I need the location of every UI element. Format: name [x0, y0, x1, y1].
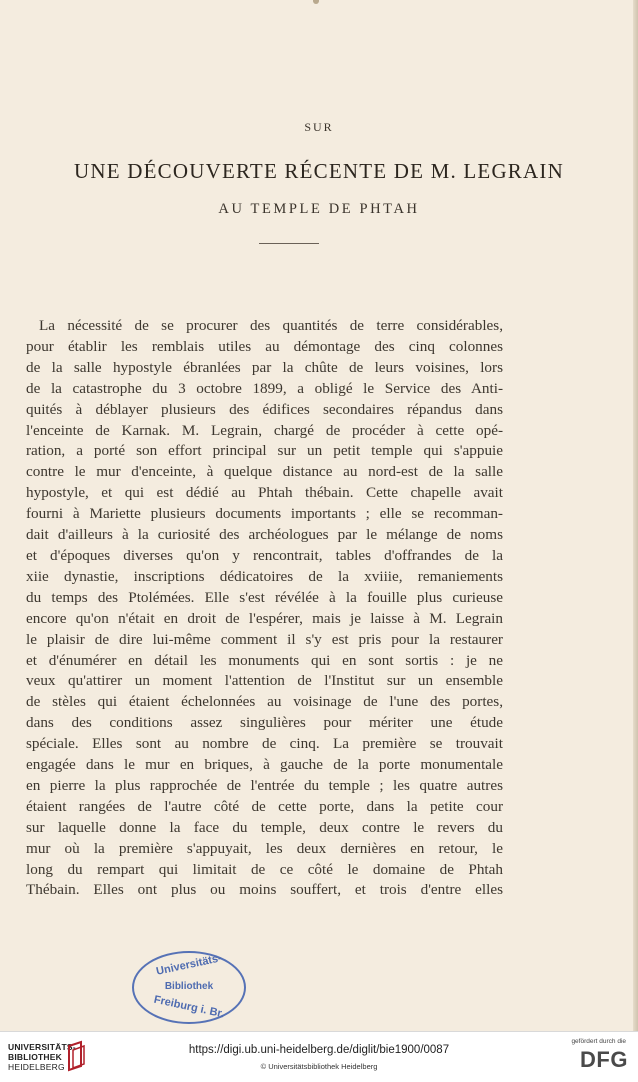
- text-line: pour établir les remblais utiles au démontage des cinq colonnes: [26, 337, 503, 355]
- text-line: sur laquelle donne la face du temple, deux contre le revers du: [26, 818, 503, 836]
- stamp-line-middle: Bibliothek: [164, 981, 214, 992]
- article-title: UNE DÉCOUVERTE RÉCENTE DE M. LEGRAIN: [74, 159, 564, 183]
- text-line: le plaisir de dire lui-même comment il s'y est pris pour la restaurer: [26, 630, 503, 648]
- text-line: étaient rangées de l'autre côté de cette porte, dans la petite cour: [26, 797, 503, 815]
- body-paragraph: [26, 316, 503, 901]
- text-line: de stèles qui étaient échelonnées au voisinage de l'une des portes,: [26, 693, 503, 711]
- text-line: encore qu'on n'était en droit de l'espérer, mais je laisse à M. Legrain: [26, 609, 503, 627]
- text-line: mur où la première s'appuyait, les deux dernières en retour, le: [26, 839, 503, 857]
- text-line: Thébain. Elles ont plus ou moins souffert, et trois d'entre elles: [26, 881, 503, 899]
- text-line: et d'énumérer en détail les monuments qui en sont sortis : je ne: [26, 651, 503, 669]
- permalink-url[interactable]: https://digi.ub.uni-heidelberg.de/diglit/bie1900/0087: [188, 1044, 450, 1056]
- text-line: du temps des Ptolémées. Elle s'est révélée à la fouille plus curieuse: [26, 588, 503, 606]
- text-line: de la catastrophe du 3 octobre 1899, a obligé le Service des Anti-: [26, 379, 503, 397]
- text-line: de la salle hypostyle ébranlées par la chûte de leurs voisines, lors: [26, 358, 503, 376]
- text-line: l'enceinte de Karnak. M. Legrain, chargé de procéder à cette opé-: [26, 421, 503, 439]
- library-name-line1: UNIVERSITÄTS-: [8, 1042, 76, 1052]
- text-line: hypostyle, et qui est dédié au Phtah thébain. Cette chapelle avait: [26, 484, 503, 502]
- library-stamp: [132, 951, 246, 1024]
- page-edge-shadow: [633, 0, 638, 1031]
- text-line: contre le mur d'enceinte, à quelque distance au nord-est de la salle: [26, 463, 503, 481]
- viewer-footer: [0, 1031, 638, 1082]
- text-line: engagée dans le mur en briques, à gauche de la porte monumentale: [26, 756, 503, 774]
- text-line: long du rempart qui limitait de ce côté le domaine de Phtah: [26, 860, 503, 878]
- text-line: veux qu'attirer un moment l'attention de l'Institut sur un ensemble: [26, 672, 503, 690]
- funding-note: gefördert durch die: [571, 1038, 626, 1045]
- title-rule: [259, 243, 319, 244]
- stamp-line-top: Universitäts-: [155, 952, 223, 978]
- text-line: dans des conditions assez singulières pour mériter une étude: [26, 714, 503, 732]
- text-line: quités à déblayer plusieurs des édifices secondaires répandus dans: [26, 400, 503, 418]
- text-line: fourni à Mariette plusieurs documents importants ; elle se recomman-: [26, 505, 503, 523]
- text-line: et d'époques diverses qu'on y rencontrait, tables d'offrandes de la: [26, 546, 503, 564]
- heading-sur: SUR: [304, 120, 334, 134]
- text-line: dait d'ailleurs à la curiosité des archéologues par le mélange de noms: [26, 526, 503, 544]
- dfg-logo[interactable]: DFG: [580, 1047, 628, 1072]
- text-line: xiie dynastie, inscriptions dédicatoires de la xviiie, remaniements: [26, 567, 503, 585]
- text-line: en pierre la plus rapprochée de l'entrée du temple ; les quatre autres: [26, 776, 503, 794]
- copyright-notice: © Universitätsbibliothek Heidelberg: [260, 1062, 378, 1071]
- stamp-line-bottom: Freiburg i. Br.: [152, 993, 226, 1021]
- article-subtitle: AU TEMPLE DE PHTAH: [218, 201, 420, 217]
- text-line: spéciale. Elles sont au nombre de cinq. La première se trouvait: [26, 735, 503, 753]
- text-line: ration, a porté son effort principal sur un petit temple qui s'appuie: [26, 442, 503, 460]
- library-name-line2: BIBLIOTHEK: [8, 1052, 62, 1062]
- library-city: HEIDELBERG: [8, 1062, 65, 1072]
- top-page-mark: [313, 0, 319, 4]
- text-line: La nécessité de se procurer des quantités de terre considérables,: [39, 317, 503, 334]
